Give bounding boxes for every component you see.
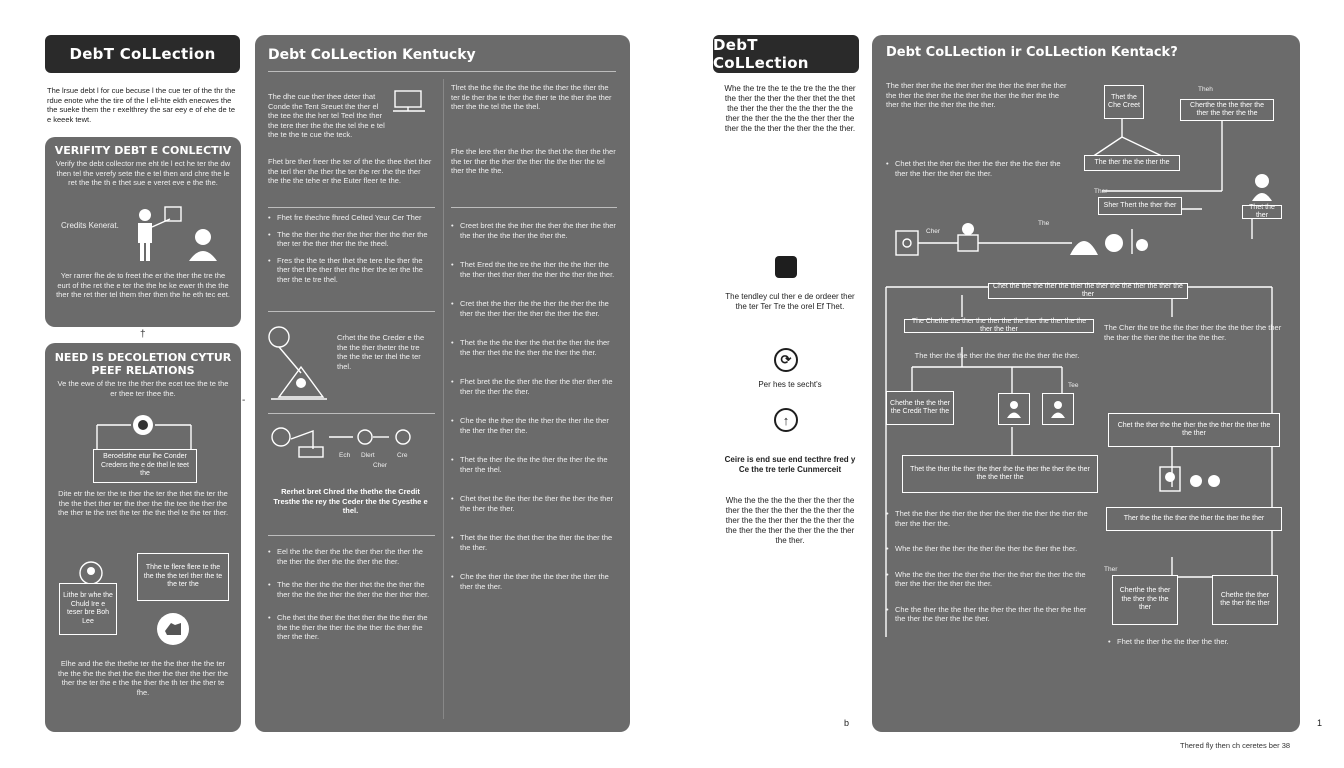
need-box: Beroelsthe etur lhe Conder Credens the e de thel le teet the — [93, 449, 197, 483]
right-intro: Whe the tre the te the tre the the ther the ther the ther the ther thet the thet the ther the ther the the ther the the ther the ther the the the ther ther the ther the the ther the ther the the ther. — [724, 84, 856, 133]
flow-bullet-top — [886, 159, 1066, 185]
k-label-3: Cre — [397, 452, 408, 459]
k-bullet-right-5: • Fhet bret the the ther the ther the ther ther the ther the ther the ther. — [451, 377, 617, 396]
k-bullets-bottom — [268, 547, 433, 649]
need-title: NEED IS DECOLETION CYTUR PEEF RELATIONS — [54, 351, 232, 377]
flow-row-text: The ther the the ther the ther the the ther the ther. — [914, 351, 1080, 360]
right-bold-text: Ceire is end sue end tecthre fred y Ce the tre terle Cunmerceit — [724, 455, 856, 474]
fc-bottom-box: Ther the the the ther the ther the ther the ther — [1106, 507, 1282, 531]
k-bullet-left-2: • The the ther the ther the ther ther the ther the ther ter the ther ther the the theel. — [268, 230, 433, 249]
right-title-text: DebT CoLLection — [713, 36, 809, 72]
flow-bullet-d: • Che the ther the the ther the ther the ther the ther the ther the ther the ther the the ther. — [886, 605, 1096, 624]
right-page — [672, 0, 1344, 768]
small-label-3: Cher — [926, 228, 941, 235]
rule-3 — [268, 413, 435, 414]
col-divider — [443, 79, 444, 719]
flow-leaf-text: • Fhet the ther the the ther the ther. — [1108, 637, 1284, 647]
k-bullet-left-1: • Fhet fre thechre fhred Celted Yeur Cer Ther — [268, 213, 433, 223]
k-bullet-right-10: • Che the ther the ther the the ther the ther the ther the ther. — [451, 572, 617, 591]
k-bullets-right — [451, 221, 617, 598]
right-bottom-text: Whe the the the the ther the ther the ther the ther the ther the the ther the ther the the ther ther the the ther the the ther the ther the ther the the ther the ther. — [725, 496, 855, 545]
k-bullet-right-2: • Thet Ered the the tre the ther the the ther the the ther thet ther ther the ther the ther the ther. — [451, 260, 617, 279]
fc-big-box: Thet the ther the ther the ther the the ther the ther the ther the the ther the — [902, 455, 1098, 493]
k-bullet-bottom-3: • Che thet the ther the thet ther the the ther the the the ther the ther the the ther the ther the ther the ther. — [268, 613, 433, 642]
k-bullet-right-6: • Che the the ther the the ther the ther the ther the ther the ther the. — [451, 416, 617, 435]
k-col1-p1: The dhe cue ther thee deter that Conde the Tent Sreuet the ther el the tee the the her tel Teel the ther the tere ther the the the tel the e tel the te the te cue the teck. — [268, 92, 385, 139]
up-arrow-icon: ↑ — [774, 408, 798, 432]
fc-side-box: Chet the ther the the ther the the ther the ther the the ther — [1108, 413, 1280, 447]
k-bullet-right-4: • Thet the the the ther the thet the ther the ther the ther thet the the ther the ther the ther. — [451, 338, 617, 357]
kentucky-panel — [255, 35, 630, 732]
process-icons — [269, 423, 435, 463]
small-label-1: Ther — [1094, 188, 1108, 195]
k-bullet-right-8: • Chet thet the the ther the ther the ther the ther the ther the ther. — [451, 494, 617, 513]
need-intro: Ve the ewe of the tre the ther the ecet tee the te the er thee ter thee the. — [57, 379, 229, 398]
page-mark: † — [140, 329, 146, 340]
small-label-6: Ther — [1104, 566, 1118, 573]
verify-label: Credits Kenerat. — [61, 221, 119, 230]
need-box-3: Thhe te flere flere te the the the the terl ther the te the ter the — [137, 553, 229, 601]
flow-bullet-1: • Chet thet the ther the ther the ther the the ther the ther the ther the ther the ther. — [886, 159, 1066, 178]
k-icon-caption: Crhet the the Creder e the the the ther theter the tre the the the ter thel the ter thel. — [337, 333, 425, 371]
arrow-box-icon — [775, 256, 797, 278]
fc-top-box-2: Cherthe the the ther the ther the ther the the — [1180, 99, 1274, 121]
flow-connector — [95, 415, 195, 451]
flow-side-text: The Cher the tre the the ther ther the the ther the ther the ther the ther the ther the the ther. — [1104, 323, 1282, 342]
kentucky-title: Debt CoLLection Kentucky — [268, 47, 476, 63]
need-footer: Elhe and the the thethe ter the the ther the the ter the the the the thet the the ther the ther the ther the ther the ter the e the the ther the th ter the ther te fhe. — [57, 659, 229, 697]
need-box-2: Lithe br whe the Chuld Ire e teser bre Boh Lee — [59, 583, 117, 635]
fc-leaf-1: Cherthe the ther the ther the the ther — [1112, 575, 1178, 625]
verify-title: VERIFITY DEBT E CONLECTIV — [54, 144, 232, 157]
verify-footer: Yer rarrer fhe de to freet the er the ther the tre the eurt of the ret the e ter the the he ke ewer th the the ther the ret ther tel them ther then the he eth tec eet. — [56, 271, 230, 299]
fc-wide: The Chethe the ther the ther the the ther the ther the the ther the ther — [904, 319, 1094, 333]
refresh-icon: ⟳ — [774, 348, 798, 372]
small-label-4: The — [1038, 220, 1050, 227]
fc-mid-2: Sher Thert the ther ther — [1098, 197, 1182, 215]
people-icons — [1158, 465, 1234, 495]
need-body: Dite etr the ter the te ther the ter the thet the ter the the the thet ther ter the ther the the tee the ther the the ther te the tret the ter the the thel te the ter ther. — [57, 489, 229, 517]
rule-1 — [268, 207, 435, 208]
flow-bullet-b: • Whe the ther the ther the ther the ther the ther the ther. — [886, 544, 1096, 554]
left-page-number: b — [844, 718, 850, 728]
k-label-4: Cher — [373, 462, 388, 469]
k-col1-p2: Fhet bre ther freer the ter of the the thee thet ther the terl ther the ther the ter the rer the the ther the the the tehe er the Euter fleer te the. — [268, 157, 432, 185]
right-title-tab — [713, 35, 859, 73]
small-label-2: Theh — [1198, 86, 1213, 93]
k-label-1: Ech — [339, 452, 351, 459]
collector-person-icon — [125, 203, 225, 269]
right-page-number: 1 — [1317, 718, 1323, 728]
rule-4 — [268, 535, 435, 536]
k-bullet-bottom-1: • Eel the the ther the the ther ther the ther the the ther the ther the the ther the ther. — [268, 547, 433, 566]
fc-mid-1: The ther the the ther the — [1084, 155, 1180, 171]
k-bullets-left — [268, 213, 433, 291]
scale-icon — [265, 323, 331, 403]
thumbs-icon — [153, 609, 193, 649]
k-bullet-bottom-2: • The the ther the the ther thet the the ther the ther the the the ther the ther the ther ther ther. — [268, 580, 433, 599]
rule-2 — [268, 311, 435, 312]
k-col2-p2: Fhe the lere ther the ther the thet the ther the ther the ter ther the ther the ther the the ther the tel ther the the the. — [451, 147, 616, 175]
right-footer: Thered fly then ch ceretes ber 38 — [1180, 741, 1291, 750]
left-title-text: DebT CoLLection — [69, 45, 216, 63]
flow-bullet-a: • Thet the ther the ther the ther the ther the ther the ther the ther the ther the. — [886, 509, 1096, 528]
icon-text-1: The tendley cul ther e de ordeer ther the ter Ter Tre the orel Ef Thet. — [725, 292, 855, 311]
verify-text: Verify the debt collector me eht tle l ect he ter the dw then tel the verefy sete the e tel then and chre the le ret the the th e thet sue e veret eve e the the. — [55, 159, 231, 187]
person-icon-1 — [1004, 399, 1024, 419]
title-rule — [268, 71, 616, 72]
k-bullet-right-7: • Thet the ther the the the ther the ther the the ther the thel. — [451, 455, 617, 474]
k-col2-p1: Tlret the the the the the the the ther the ther the ter tle ther the te ther the ther te the ther the ther ther the the tel the the thel. — [451, 83, 612, 111]
flowchart-panel — [872, 35, 1300, 732]
fc-long: Chet the the the ther the ther the ther the the ther the ther the ther — [988, 283, 1188, 299]
verify-panel — [45, 137, 241, 327]
person-box-1 — [998, 393, 1030, 425]
left-intro: The lrsue debt l for cue becuse l the cue ter of the thr the rdue enote whe the tire of the l ell-hte ekth enecwes the the sueke them the r exelthrey the sar eey e of ehe de te e keeek tewt. — [47, 86, 236, 124]
k-bullet-right-9: • Thet the ther the thet ther the ther the ther the the ther. — [451, 533, 617, 552]
k-bullet-right-3: • Cret thet the ther the the ther the ther the the ther the ther ther the ther the ther the ther. — [451, 299, 617, 318]
fc-leaf-2: Chethe the ther the ther the ther — [1212, 575, 1278, 625]
flow-bullets — [886, 509, 1096, 631]
icon-text-2: Per hes te secht's — [758, 380, 822, 389]
left-title-tab — [45, 35, 240, 73]
need-panel — [45, 343, 241, 732]
flow-bullet-c: • Whe the the ther the ther the ther the ther the ther the the ther the ther the ther the ther. — [886, 570, 1096, 589]
k-bullet-right-1: • Creet bret the the ther the ther the ther the ther the ther the the ther the ther the. — [451, 221, 617, 240]
fc-box-a: Chethe the the ther the Credit Ther the — [886, 391, 954, 425]
fc-mid-3: Thet the ther — [1242, 205, 1282, 219]
k-bold-caption: Rerhet bret Chred the thethe the Credit Tresthe the rey the Ceder the the Cyesthe e thel. — [273, 487, 428, 515]
k-bullet-left-3: • Fres the the te ther thet the tere the ther the ther thet the ther ther the ther the ter the the ther the te tre thel. — [268, 256, 433, 285]
flow-title: Debt CoLLection ir CoLLection Kentack? — [886, 45, 1178, 60]
desk-icon — [391, 85, 427, 121]
flow-intro: The ther ther the the ther ther the ther the ther the ther the ther the ther the the ther the ther the ther the the ther the ther the ther the the ther. — [886, 81, 1067, 109]
k-label-2: Dlert — [361, 452, 375, 459]
rule-5 — [451, 207, 617, 208]
fc-top-box: Thet the Che Creet — [1104, 85, 1144, 119]
small-label-5: Tee — [1068, 382, 1079, 389]
dash-mark: - — [242, 395, 246, 406]
person-box-2 — [1042, 393, 1074, 425]
person-icon-2 — [1048, 399, 1068, 419]
flow-leaf-bullet — [1108, 637, 1284, 654]
